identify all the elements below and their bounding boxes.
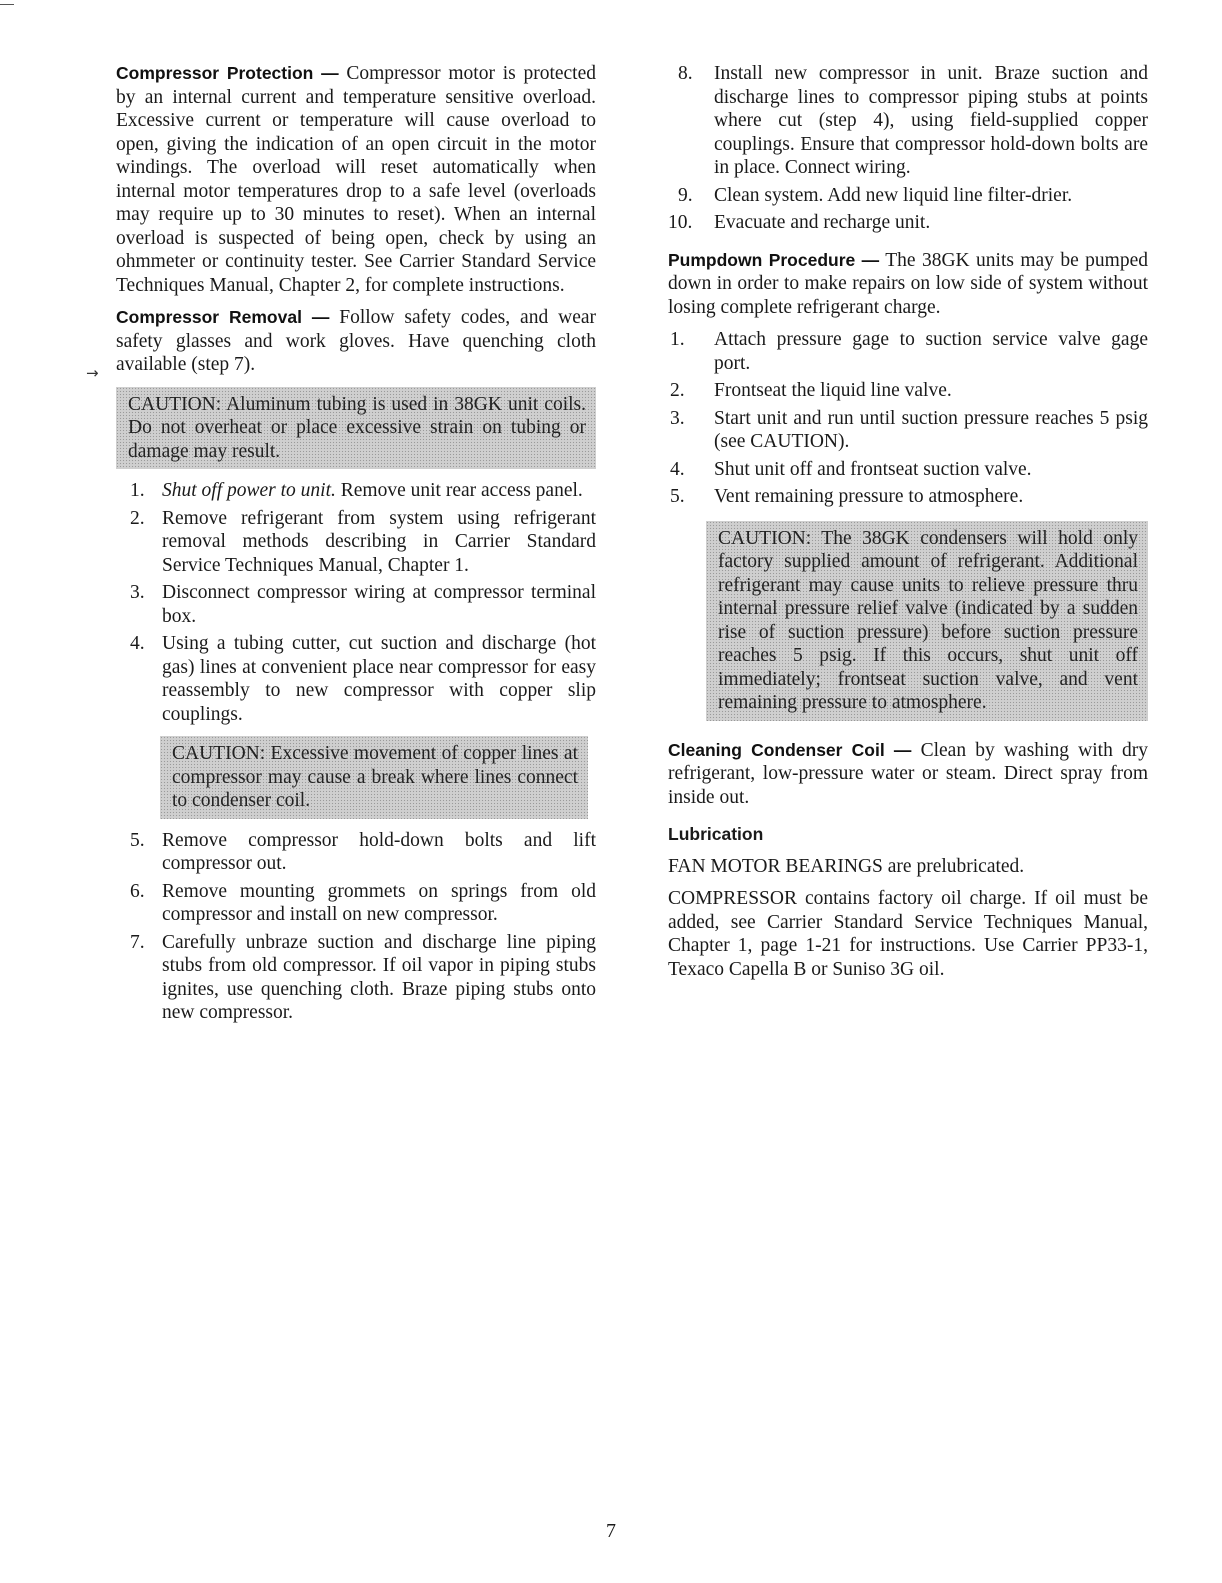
caution-box-aluminum: CAUTION: Aluminum tubing is used in 38GK unit coils. Do not overheat or place excessive strain on tubing or damage may result. bbox=[116, 387, 596, 470]
compressor-removal-paragraph bbox=[116, 306, 596, 377]
list-item: 1. Shut off power to unit. Remove unit rear access panel. bbox=[130, 480, 583, 501]
compressor-protection-heading: Compressor Protection — bbox=[116, 63, 339, 83]
page-number: 7 bbox=[606, 1520, 616, 1542]
step-emphasis: Shut off power to unit. bbox=[162, 480, 336, 501]
compressor-oil-paragraph: COMPRESSOR contains factory oil charge. If oil must be added, see Carrier Standard Service Techniques Manual, Chapter 1, page 1-21 for instructions. Use Carrier PP33-1, Texaco Capella B or Suniso 3G oil. bbox=[668, 888, 1148, 980]
list-item: 5. Remove compressor hold-down bolts and lift compressor out. bbox=[130, 829, 596, 874]
left-column bbox=[116, 62, 596, 1031]
list-item: 1. Attach pressure gage to suction service valve gage port. bbox=[670, 329, 1148, 374]
compressor-protection-text: Compressor motor is protected by an internal current and temperature sensitive overload. Excessive current or temperature will cause overload to open, giving the indication of an open circuit in the motor windings. The overload will reset automatically when internal motor temperatures drop to a safe level (overloads may require up to 30 minutes to reset). When an internal overload is suspected of being open, check by using an ohmmeter or continuity tester. See Carrier Standard Service Techniques Manual, Chapter 2, for complete instructions. bbox=[116, 63, 597, 296]
pumpdown-steps bbox=[668, 328, 1148, 509]
compressor-removal-text: Follow safety codes, and wear safety glasses and work gloves. Have quenching cloth available (step 7). bbox=[116, 307, 596, 375]
fan-motor-paragraph: FAN MOTOR BEARINGS are prelubricated. bbox=[668, 855, 1025, 877]
removal-steps-1-4 bbox=[116, 479, 596, 726]
cleaning-text: Clean by washing with dry refrigerant, low-pressure water or steam. Direct spray from inside out. bbox=[668, 739, 1148, 808]
margin-mark bbox=[0, 4, 14, 5]
list-item: 3. Disconnect compressor wiring at compressor terminal box. bbox=[130, 582, 596, 627]
lubrication-heading: Lubrication bbox=[668, 824, 764, 844]
pumpdown-heading: Pumpdown Procedure — bbox=[668, 249, 880, 270]
pumpdown-text: The 38GK units may be pumped down in order to make repairs on low side of system without losing complete refrigerant charge. bbox=[668, 249, 1148, 318]
cleaning-heading: Cleaning Condenser Coil — bbox=[668, 739, 912, 760]
pumpdown-paragraph bbox=[668, 249, 1148, 320]
list-item: 6. Remove mounting grommets on springs from old compressor and install on new compressor. bbox=[130, 880, 596, 925]
compressor-removal-heading: Compressor Removal — bbox=[116, 307, 330, 327]
list-item: 10. Evacuate and recharge unit. bbox=[668, 212, 931, 233]
caution-box-refrigerant: CAUTION: The 38GK condensers will hold only factory supplied amount of refrigerant. Additional refrigerant may cause units to relieve pressure thru internal pressure relief valve (indicated by a sudden rise of suction pressure) before suction pressure reaches 5 psig. If this occurs, shut unit off immediately; frontseat suction valve, and vent remaining pressure to atmosphere. bbox=[706, 521, 1148, 721]
list-item: 5. Vent remaining pressure to atmosphere. bbox=[670, 486, 1024, 507]
caution-box-copper-lines: CAUTION: Excessive movement of copper lines at compressor may cause a break where lines connect to condenser coil. bbox=[160, 736, 588, 819]
list-item: 9. Clean system. Add new liquid line filter-drier. bbox=[678, 184, 1073, 206]
list-item: 2. Frontseat the liquid line valve. bbox=[670, 380, 952, 401]
right-column bbox=[668, 62, 1148, 990]
revision-arrow-icon: → bbox=[86, 364, 99, 382]
removal-steps-8-10 bbox=[668, 62, 1148, 235]
cleaning-paragraph bbox=[668, 739, 1148, 810]
compressor-protection-paragraph bbox=[116, 62, 596, 297]
list-item: 7. Carefully unbraze suction and discharge line piping stubs from old compressor. If oil vapor in piping stubs ignites, use quenching cloth. Braze piping stubs onto new compressor. bbox=[130, 931, 596, 1023]
list-item: 2. Remove refrigerant from system using refrigerant removal methods describing in Carrier Standard Service Techniques Manual, Chapter 1. bbox=[130, 507, 596, 576]
list-item: 3. Start unit and run until suction pressure reaches 5 psig (see CAUTION). bbox=[670, 407, 1148, 452]
list-item: 4. Shut unit off and frontseat suction valve. bbox=[670, 458, 1032, 480]
list-item: 4. Using a tubing cutter, cut suction and discharge (hot gas) lines at convenient place near compressor for easy reassembly to new compressor with copper slip couplings. bbox=[130, 633, 596, 725]
list-item: 8. Install new compressor in unit. Braze suction and discharge lines to compressor piping stubs at points where cut (step 4), using field-supplied copper couplings. Ensure that compressor hold-down bolts are in place. Connect wiring. bbox=[678, 63, 1148, 178]
removal-steps-5-7 bbox=[116, 829, 596, 1025]
